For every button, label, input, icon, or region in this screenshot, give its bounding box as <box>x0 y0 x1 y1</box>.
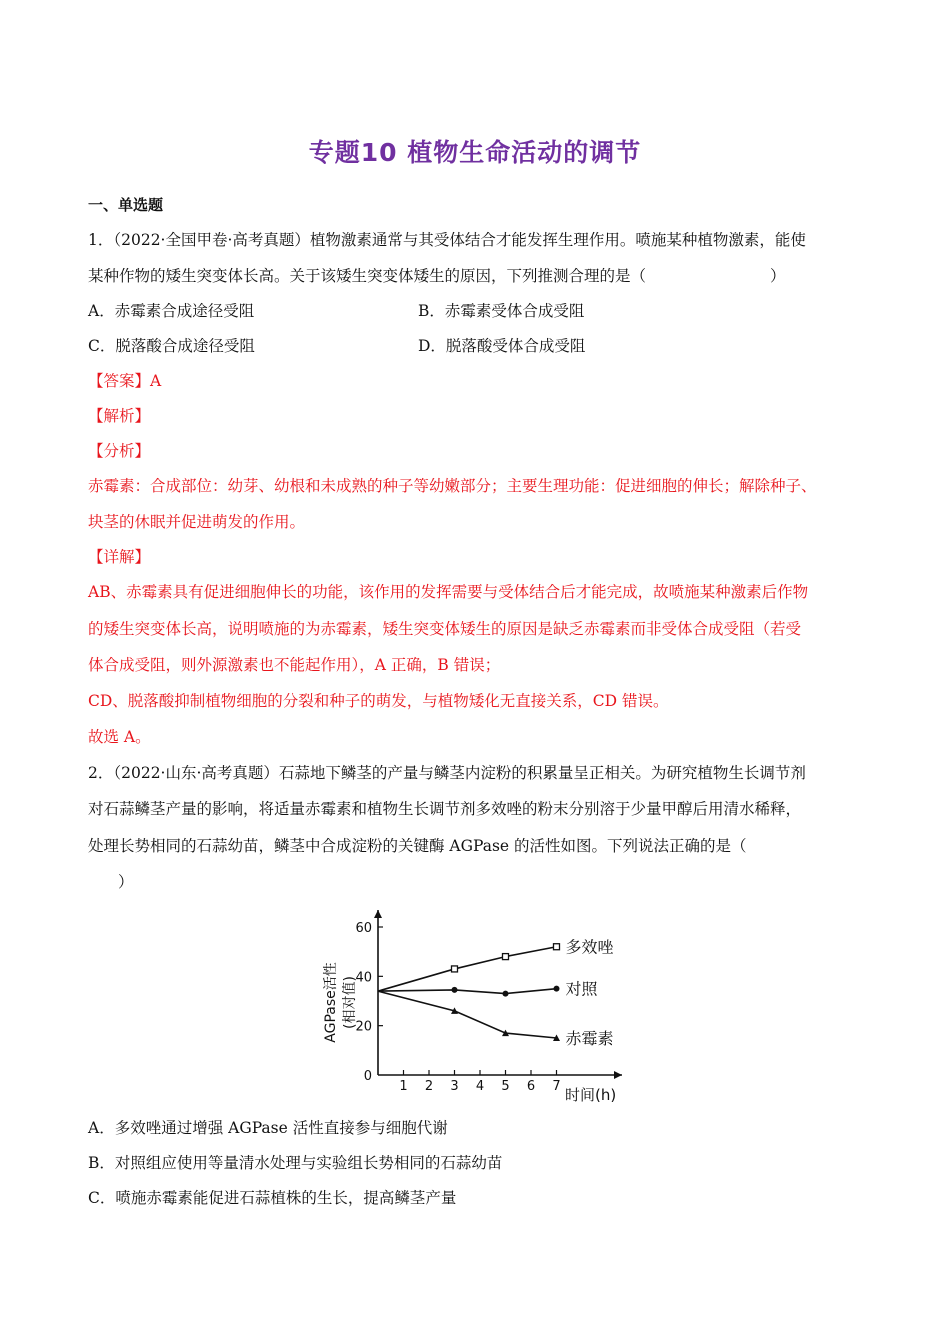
x-tick-label: 2 <box>424 1078 434 1094</box>
y-tick-label: 0 <box>363 1069 372 1084</box>
data-point <box>452 987 458 993</box>
data-point <box>554 944 560 950</box>
q2-option-c: C．喷施赤霉素能促进石蒜植株的生长，提高鳞茎产量 <box>88 1189 457 1207</box>
section-heading: 一、单选题 <box>88 196 164 214</box>
x-tick-label: 4 <box>475 1078 485 1094</box>
q1-fenxi-line2: 块茎的休眠并促进萌发的作用。 <box>88 513 306 531</box>
q2-option-a: A．多效唑通过增强 AGPase 活性直接参与细胞代谢 <box>88 1119 448 1137</box>
y-axis-arrow <box>374 910 382 918</box>
q1-fenxi-line1: 赤霉素：合成部位：幼芽、幼根和未成熟的种子等幼嫩部分；主要生理功能：促进细胞的伸长；解除种子、 <box>88 477 817 495</box>
series-line-赤霉素 <box>378 991 557 1038</box>
q1-stem-line1: 1．（2022·全国甲卷·高考真题）植物激素通常与其受体结合才能发挥生理作用。喷施某种植物激素，能使 <box>88 231 806 249</box>
q1-detail-line5: 故选 A。 <box>88 728 151 746</box>
q1-options-row2 <box>88 335 878 357</box>
series-line-多效唑 <box>378 947 557 991</box>
q2-stem-line4: ） <box>118 873 134 891</box>
x-axis-arrow <box>614 1071 622 1079</box>
y-axis-label: AGPase活性 <box>323 962 339 1043</box>
y-tick-label: 40 <box>355 970 372 986</box>
x-axis-label: 时间(h) <box>565 1086 617 1104</box>
y-axis-label-unit: (相对值) <box>342 976 358 1029</box>
q1-detail-line4: CD、脱落酸抑制植物细胞的分裂和种子的萌发，与植物矮化无直接关系，CD 错误。 <box>88 692 669 710</box>
chart-ticks <box>355 921 560 1094</box>
q1-detail-line2: 的矮生突变体长高，说明喷施的为赤霉素，矮生突变体矮生的原因是缺乏赤霉素而非受体合成受阻（若受 <box>88 620 802 638</box>
x-tick-label: 7 <box>552 1078 561 1094</box>
agpase-line-chart <box>300 900 640 1110</box>
q1-fenxi-label: 【分析】 <box>88 442 151 460</box>
q1-stem-line2: 某种作物的矮生突变体长高。关于该矮生突变体矮生的原因，下列推测合理的是（ ） <box>88 267 786 285</box>
q1-xiangjie-label: 【详解】 <box>88 548 151 566</box>
q1-option-d: D．脱落酸受体合成受阻 <box>418 337 586 355</box>
legend-label: 赤霉素 <box>565 1029 614 1048</box>
q1-detail-line3: 体合成受阻，则外源激素也不能起作用），A 正确，B 错误； <box>88 656 501 674</box>
y-tick-label: 60 <box>355 921 372 936</box>
q2-stem-line1: 2．（2022·山东·高考真题）石蒜地下鳞茎的产量与鳞茎内淀粉的积累量呈正相关。为研究植物生长调节剂 <box>88 764 806 782</box>
q2-stem-line2: 对石蒜鳞茎产量的影响，将适量赤霉素和植物生长调节剂多效唑的粉末分别溶于少量甲醇后用清水稀释， <box>88 800 802 818</box>
series-line-对照 <box>378 989 557 994</box>
x-tick-label: 6 <box>526 1078 536 1094</box>
q1-options-row1 <box>88 300 878 322</box>
q2-stem-line3: 处理长势相同的石蒜幼苗，鳞茎中合成淀粉的关键酶 AGPase 的活性如图。下列说法正确的是（ <box>88 837 747 855</box>
x-tick-label: 1 <box>399 1078 408 1094</box>
q2-option-b: B．对照组应使用等量清水处理与实验组长势相同的石蒜幼苗 <box>88 1154 503 1172</box>
page-title: 专题10 植物生命活动的调节 <box>308 138 642 167</box>
data-point <box>503 954 509 960</box>
legend-label: 对照 <box>565 979 598 999</box>
data-point <box>452 966 458 972</box>
x-tick-label: 3 <box>450 1078 459 1094</box>
chart-series <box>378 944 560 1041</box>
data-point <box>554 986 560 992</box>
y-tick-label: 20 <box>355 1019 372 1035</box>
x-tick-label: 5 <box>501 1078 510 1094</box>
q1-answer: 【答案】A <box>88 372 162 390</box>
legend-label: 多效唑 <box>565 937 614 957</box>
q1-jiexi-label: 【解析】 <box>88 407 151 425</box>
q1-option-b: B．赤霉素受体合成受阻 <box>418 302 585 320</box>
q1-option-c: C．脱落酸合成途径受阻 <box>88 337 255 355</box>
q1-detail-line1: AB、赤霉素具有促进细胞伸长的功能，该作用的发挥需要与受体结合后才能完成，故喷施某种激素后作物 <box>88 583 809 601</box>
data-point <box>503 991 509 997</box>
q1-option-a: A．赤霉素合成途径受阻 <box>88 302 255 320</box>
